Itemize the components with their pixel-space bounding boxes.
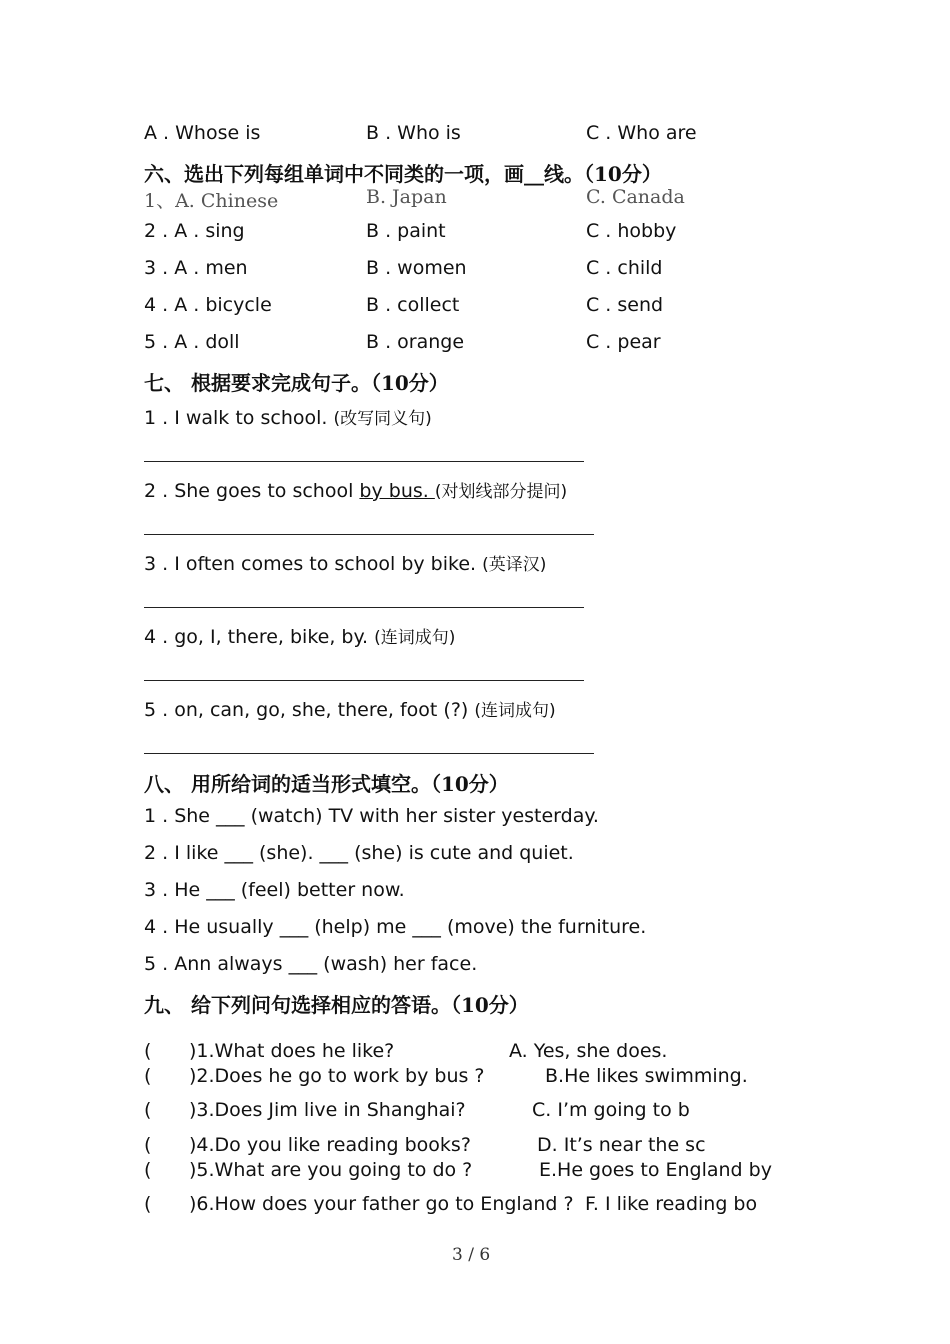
s7-item4-text: 4 . go, I, there, bike, by. [144,626,375,648]
top-option-b: B . Who is [366,122,461,144]
answer-line-3[interactable] [144,607,584,608]
s9-paren-1[interactable]: ( [144,1040,152,1062]
s7-item1-text: 1 . I walk to school. [144,407,334,429]
s9-paren-4[interactable]: ( [144,1134,152,1156]
s7-item2-underlined: by bus. [359,480,435,502]
s6-row2-a: 2 . A . sing [144,220,245,242]
s7-item2 [144,477,567,502]
s9-answer-b: B.He likes swimming. [545,1065,748,1087]
top-option-c: C . Who are [586,122,697,144]
s9-question-4: )4.Do you like reading books? [189,1134,471,1156]
s9-answer-e: E.He goes to England by [539,1159,772,1181]
s7-item3 [144,550,546,575]
s8-item1: 1 . She ___ (watch) TV with her sister yesterday. [144,805,599,827]
s6-row1-b: B. Japan [366,186,447,208]
s7-item3-text: 3 . I often comes to school by bike. [144,553,483,575]
s9-answer-a: A. Yes, she does. [509,1040,668,1062]
s9-question-3: )3.Does Jim live in Shanghai? [189,1099,466,1121]
s8-item3: 3 . He ___ (feel) better now. [144,879,405,901]
s6-row4-c: C . send [586,294,664,316]
s6-row5-b: B . orange [366,331,465,353]
s7-item5-note: (连词成句) [474,701,556,721]
answer-line-4[interactable] [144,680,584,681]
s9-answer-d: D. It’s near the sc [537,1134,706,1156]
answer-line-2[interactable] [144,534,594,535]
section6-title: 六、选出下列每组单词中不同类的一项，画__线。（10分） [144,162,662,186]
s6-row1-c: C. Canada [586,186,685,208]
s7-item5-text: 5 . on, can, go, she, there, foot (?) [144,699,475,721]
s6-row1-a: 1、A. Chinese [144,190,279,212]
s6-row3-b: B . women [366,257,467,279]
s9-answer-f: F. I like reading bo [585,1193,758,1215]
s6-row2-c: C . hobby [586,220,677,242]
s6-row3-c: C . child [586,257,663,279]
section8-title: 八、 用所给词的适当形式填空。（10分） [144,772,509,796]
s8-item4: 4 . He usually ___ (help) me ___ (move) the furniture. [144,916,647,938]
s7-item1-note: (改写同义句) [333,409,432,429]
answer-line-1[interactable] [144,461,584,462]
page-number: 3 / 6 [452,1245,491,1265]
section9-title: 九、 给下列问句选择相应的答语。（10分） [144,993,529,1017]
s9-paren-2[interactable]: ( [144,1065,152,1087]
s6-row3-a: 3 . A . men [144,257,248,279]
s7-item4 [144,623,455,648]
s7-item3-note: (英译汉) [482,555,547,575]
s9-answer-c: C. I’m going to b [532,1099,690,1121]
s9-question-2: )2.Does he go to work by bus ? [189,1065,485,1087]
s6-row5-c: C . pear [586,331,661,353]
s8-item2: 2 . I like ___ (she). ___ (she) is cute and quiet. [144,842,574,864]
s6-row2-b: B . paint [366,220,446,242]
s7-item1 [144,404,432,429]
s7-item4-note: (连词成句) [374,628,456,648]
s9-question-1: )1.What does he like? [189,1040,395,1062]
s9-paren-6[interactable]: ( [144,1193,152,1215]
s9-question-5: )5.What are you going to do ? [189,1159,473,1181]
s9-paren-3[interactable]: ( [144,1099,152,1121]
answer-line-5[interactable] [144,753,594,754]
s6-row5-a: 5 . A . doll [144,331,240,353]
s7-item2-note: (对划线部分提问) [434,482,568,502]
s6-row4-b: B . collect [366,294,460,316]
top-option-a: A . Whose is [144,122,261,144]
s7-item5 [144,696,556,721]
section7-title: 七、 根据要求完成句子。（10分） [144,371,449,395]
s8-item5: 5 . Ann always ___ (wash) her face. [144,953,478,975]
s7-item2-pre: 2 . She goes to school [144,480,360,502]
s6-row4-a: 4 . A . bicycle [144,294,272,316]
s9-paren-5[interactable]: ( [144,1159,152,1181]
s9-question-6: )6.How does your father go to England ? [189,1193,574,1215]
